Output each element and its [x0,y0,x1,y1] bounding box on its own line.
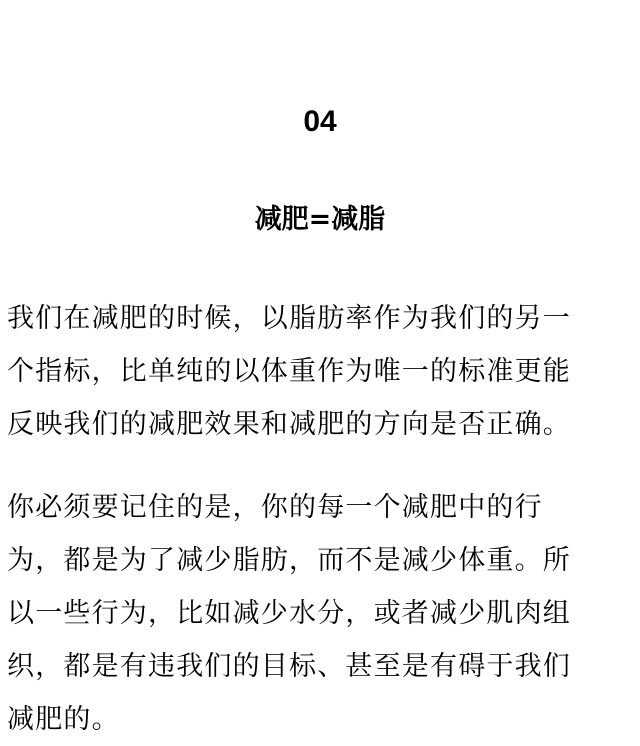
section-title: 减肥=减脂 [254,204,386,235]
paragraph-line: 反映我们的减肥效果和减肥的方向是否正确。 [7,409,571,440]
paragraph-line: 个指标，比单纯的以体重作为唯一的标准更能 [7,356,571,387]
paragraph-line: 为，都是为了减少脂肪，而不是减少体重。所 [7,545,571,576]
paragraph-2 [7,481,637,746]
paragraph-line: 以一些行为，比如减少水分，或者减少肌肉组 [7,598,571,629]
paragraph-line: 你必须要记住的是，你的每一个减肥中的行 [7,492,543,523]
paragraph-line: 织，都是有违我们的目标、甚至是有碍于我们 [7,651,571,682]
paragraph-1 [7,292,637,451]
section-number: 04 [303,105,337,138]
paragraph-line: 减肥的。 [7,704,120,735]
paragraph-line: 我们在减肥的时候，以脂肪率作为我们的另一 [7,303,571,334]
